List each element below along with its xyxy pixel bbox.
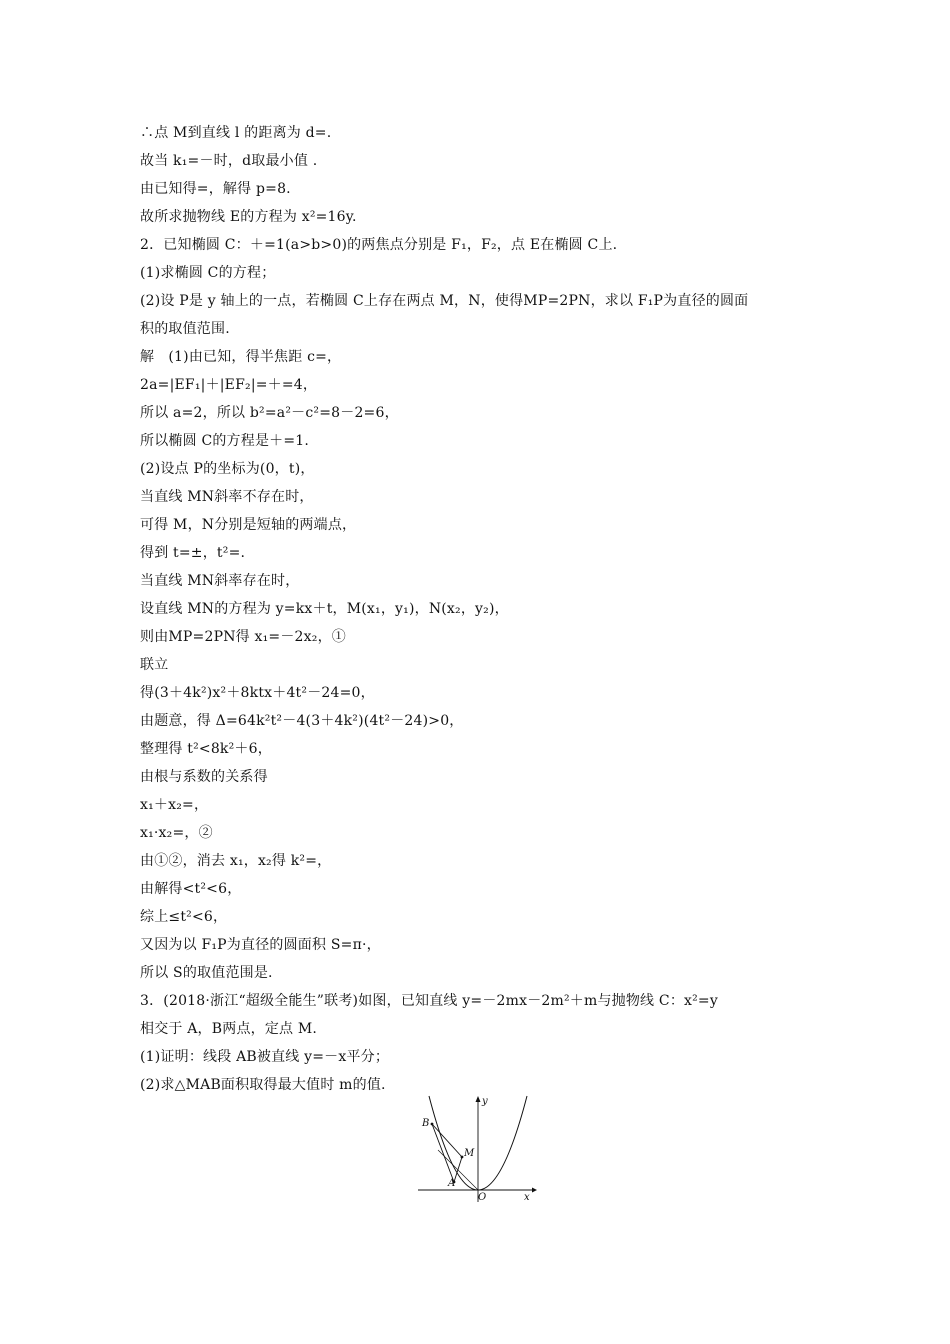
text-line: 当直线 MN斜率不存在时， bbox=[140, 489, 314, 505]
text-line: x₁＋x₂=， bbox=[140, 797, 209, 813]
text-line: (2)求△MAB面积取得最大值时 m的值. bbox=[140, 1077, 386, 1093]
text-line: 又因为以 F₁P为直径的圆面积 S=π·， bbox=[140, 937, 381, 953]
text-line: 由①②，消去 x₁，x₂得 k²=， bbox=[140, 853, 332, 869]
label-b: B bbox=[422, 1118, 430, 1129]
text-line: 由解得<t²<6， bbox=[140, 881, 242, 897]
text-line: x₁·x₂=，② bbox=[140, 825, 213, 841]
x-axis-arrow bbox=[532, 1188, 537, 1193]
point-b bbox=[431, 1123, 434, 1126]
text-line: (2)设 P是 y 轴上的一点，若椭圆 C上存在两点 M，N，使得MP=2PN，求以 F₁P为直径的圆面 bbox=[140, 293, 749, 309]
text-line: (1)求椭圆 C的方程； bbox=[140, 265, 276, 281]
parabola-diagram bbox=[414, 1094, 538, 1204]
label-a: A bbox=[448, 1178, 456, 1189]
text-line: 当直线 MN斜率存在时， bbox=[140, 573, 300, 589]
text-line: 由已知得=，解得 p=8. bbox=[140, 181, 291, 197]
text-line: ∴点 M到直线 l 的距离为 d=. bbox=[140, 125, 332, 141]
text-line: 整理得 t²<8k²＋6， bbox=[140, 741, 272, 757]
label-m: M bbox=[464, 1148, 475, 1159]
label-y: y bbox=[482, 1096, 488, 1107]
text-line: 综上≤t²<6， bbox=[140, 909, 228, 925]
text-line: 所以 S的取值范围是. bbox=[140, 965, 273, 981]
text-line: 2a=|EF₁|＋|EF₂|=＋=4， bbox=[140, 377, 318, 393]
text-line: 得(3＋4k²)x²＋8ktx＋4t²－24=0， bbox=[140, 685, 375, 701]
text-line: 所以椭圆 C的方程是＋=1. bbox=[140, 433, 310, 449]
text-line: 解 (1)由已知，得半焦距 c=， bbox=[140, 349, 342, 365]
text-line: 由题意，得 Δ=64k²t²－4(3＋4k²)(4t²－24)>0， bbox=[140, 713, 464, 729]
text-line: 故当 k₁=－时，d取最小值 . bbox=[140, 153, 318, 169]
text-line: 得到 t=±，t²=. bbox=[140, 545, 246, 561]
text-line: 3．(2018·浙江“超级全能生”联考)如图，已知直线 y=－2mx－2m²＋m与抛物线 C：x²=y bbox=[140, 993, 718, 1009]
text-line: 故所求抛物线 E的方程为 x²=16y. bbox=[140, 209, 357, 225]
label-o: O bbox=[478, 1192, 487, 1203]
text-line: (1)证明：线段 AB被直线 y=－x平分； bbox=[140, 1049, 390, 1065]
text-line: 积的取值范围. bbox=[140, 321, 230, 337]
text-line: (2)设点 P的坐标为(0，t)， bbox=[140, 461, 315, 477]
line-ab bbox=[432, 1124, 454, 1182]
label-x: x bbox=[524, 1192, 530, 1203]
parabola-figure bbox=[414, 1094, 538, 1204]
text-line: 由根与系数的关系得 bbox=[140, 769, 268, 785]
text-line: 相交于 A，B两点，定点 M. bbox=[140, 1021, 318, 1037]
text-line: 则由MP=2PN得 x₁=－2x₂，① bbox=[140, 629, 346, 645]
text-line: 所以 a=2，所以 b²=a²－c²=8－2=6， bbox=[140, 405, 399, 421]
point-m bbox=[461, 1156, 464, 1159]
text-line: 可得 M，N分别是短轴的两端点， bbox=[140, 517, 357, 533]
text-line: 联立 bbox=[140, 657, 169, 673]
text-line: 设直线 MN的方程为 y=kx＋t，M(x₁，y₁)，N(x₂，y₂)， bbox=[140, 601, 509, 617]
text-line: 2．已知椭圆 C：＋=1(a>b>0)的两焦点分别是 F₁，F₂，点 E在椭圆 C上. bbox=[140, 237, 618, 253]
y-axis-arrow bbox=[476, 1096, 481, 1102]
